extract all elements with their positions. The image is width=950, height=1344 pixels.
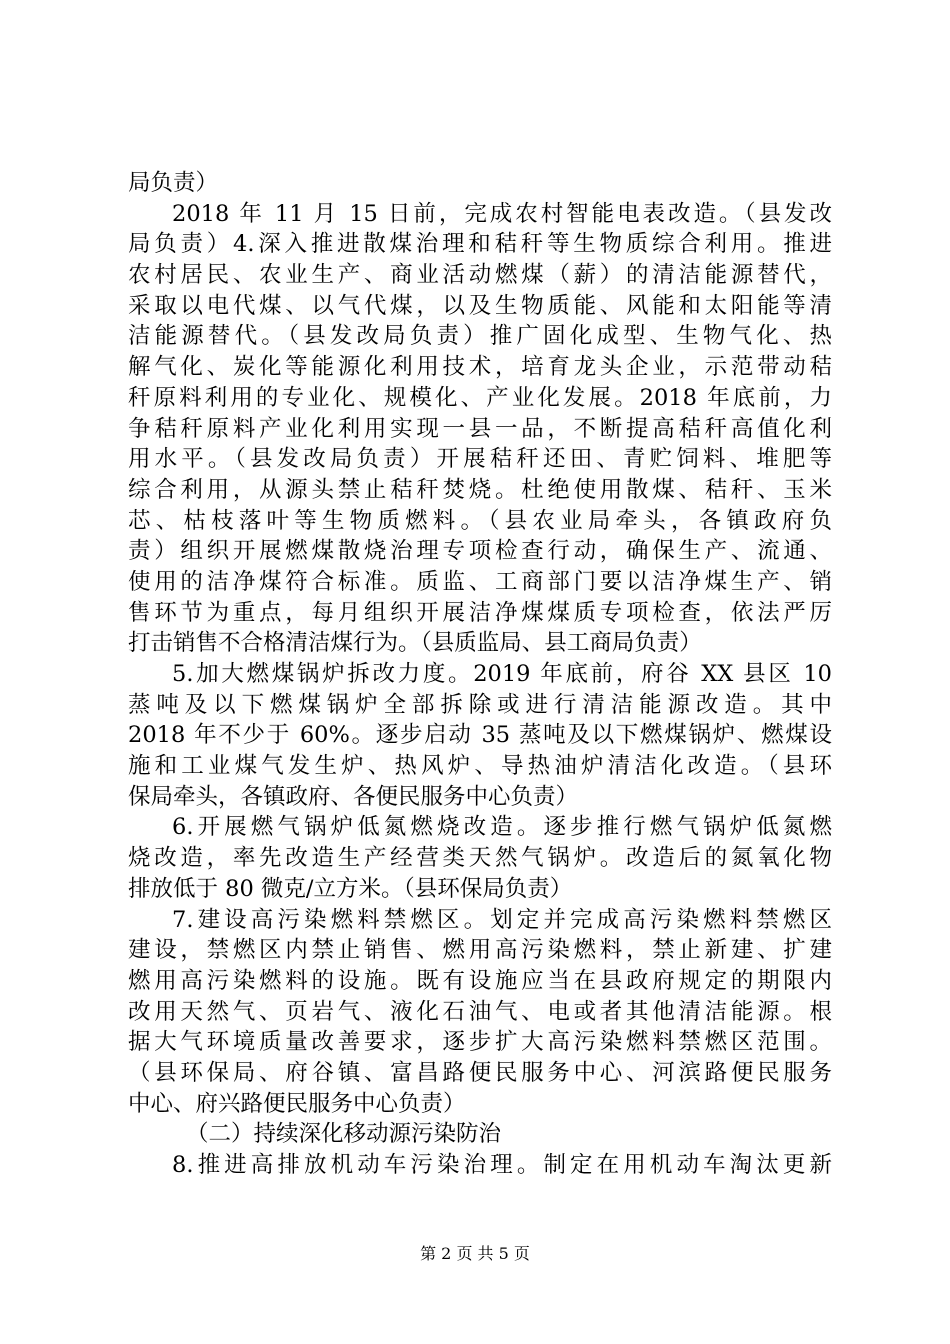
text-line: 中心、府兴路便民服务中心负责）	[128, 1090, 466, 1117]
text-line: 秆原料利用的专业化、规模化、产业化发展。2018 年底前，力	[128, 384, 832, 411]
text-line: 责）组织开展燃煤散烧治理专项检查行动，确保生产、流通、	[128, 538, 832, 565]
text-line: 用水平。（县发改局负责）开展秸秆还田、青贮饲料、堆肥等	[128, 446, 832, 473]
text-line: （县环保局、府谷镇、富昌路便民服务中心、河滨路便民服务	[128, 1059, 832, 1086]
text-line: 使用的洁净煤符合标准。质监、工商部门要以洁净煤生产、销	[128, 568, 832, 595]
body-text	[128, 168, 832, 1181]
text-line: 7.建设高污染燃料禁燃区。划定并完成高污染燃料禁燃区	[172, 906, 832, 933]
text-line: 燃用高污染燃料的设施。既有设施应当在县政府规定的期限内	[128, 967, 832, 994]
text-line: 6.开展燃气锅炉低氮燃烧改造。逐步推行燃气锅炉低氮燃	[172, 814, 832, 841]
text-line: 洁能源替代。（县发改局负责）推广固化成型、生物气化、热	[128, 323, 832, 350]
text-line: 农村居民、农业生产、商业活动燃煤（薪）的清洁能源替代，	[128, 262, 832, 289]
text-line: 打击销售不合格清洁煤行为。（县质监局、县工商局负责）	[128, 630, 702, 657]
text-line: 局负责）	[128, 170, 219, 196]
text-line: 5.加大燃煤锅炉拆改力度。2019 年底前，府谷 XX 县区 10	[172, 661, 832, 687]
text-line: 施和工业煤气发生炉、热风炉、导热油炉清洁化改造。（县环	[128, 753, 832, 780]
page-number-footer: 第 2 页 共 5 页	[420, 1244, 530, 1263]
text-line: 建设，禁燃区内禁止销售、燃用高污染燃料，禁止新建、扩建	[128, 937, 832, 964]
text-line: 蒸吨及以下燃煤锅炉全部拆除或进行清洁能源改造。其中	[128, 691, 832, 718]
text-line: 综合利用，从源头禁止秸秆焚烧。杜绝使用散煤、秸秆、玉米	[128, 476, 832, 503]
text-line: 芯、枯枝落叶等生物质燃料。（县农业局牵头，各镇政府负	[128, 507, 832, 534]
text-line: 据大气环境质量改善要求，逐步扩大高污染燃料禁燃区范围。	[128, 1029, 832, 1056]
text-line: 采取以电代煤、以气代煤，以及生物质能、风能和太阳能等清	[128, 292, 832, 319]
section-heading: （二）持续深化移动源污染防治	[186, 1121, 502, 1148]
text-line: 2018 年不少于 60%。逐步启动 35 蒸吨及以下燃煤锅炉、燃煤设	[128, 722, 832, 749]
text-line: 2018 年 11 月 15 日前，完成农村智能电表改造。（县发改	[172, 200, 832, 227]
text-line: 保局牵头，各镇政府、各便民服务中心负责）	[128, 783, 579, 810]
text-line: 改用天然气、页岩气、液化石油气、电或者其他清洁能源。根	[128, 998, 832, 1025]
text-line: 烧改造，率先改造生产经营类天然气锅炉。改造后的氮氧化物	[128, 845, 832, 872]
text-line: 争秸秆原料产业化利用实现一县一品，不断提高秸秆高值化利	[128, 415, 832, 442]
text-line: 解气化、炭化等能源化利用技术，培育龙头企业，示范带动秸	[128, 354, 832, 381]
text-line: 排放低于 80 微克/立方米。（县环保局负责）	[128, 875, 573, 902]
text-line: 局负责）4.深入推进散煤治理和秸秆等生物质综合利用。推进	[128, 231, 832, 258]
text-line: 8.推进高排放机动车污染治理。制定在用机动车淘汰更新	[172, 1152, 832, 1178]
text-line: 售环节为重点，每月组织开展洁净煤煤质专项检查，依法严厉	[128, 599, 832, 626]
